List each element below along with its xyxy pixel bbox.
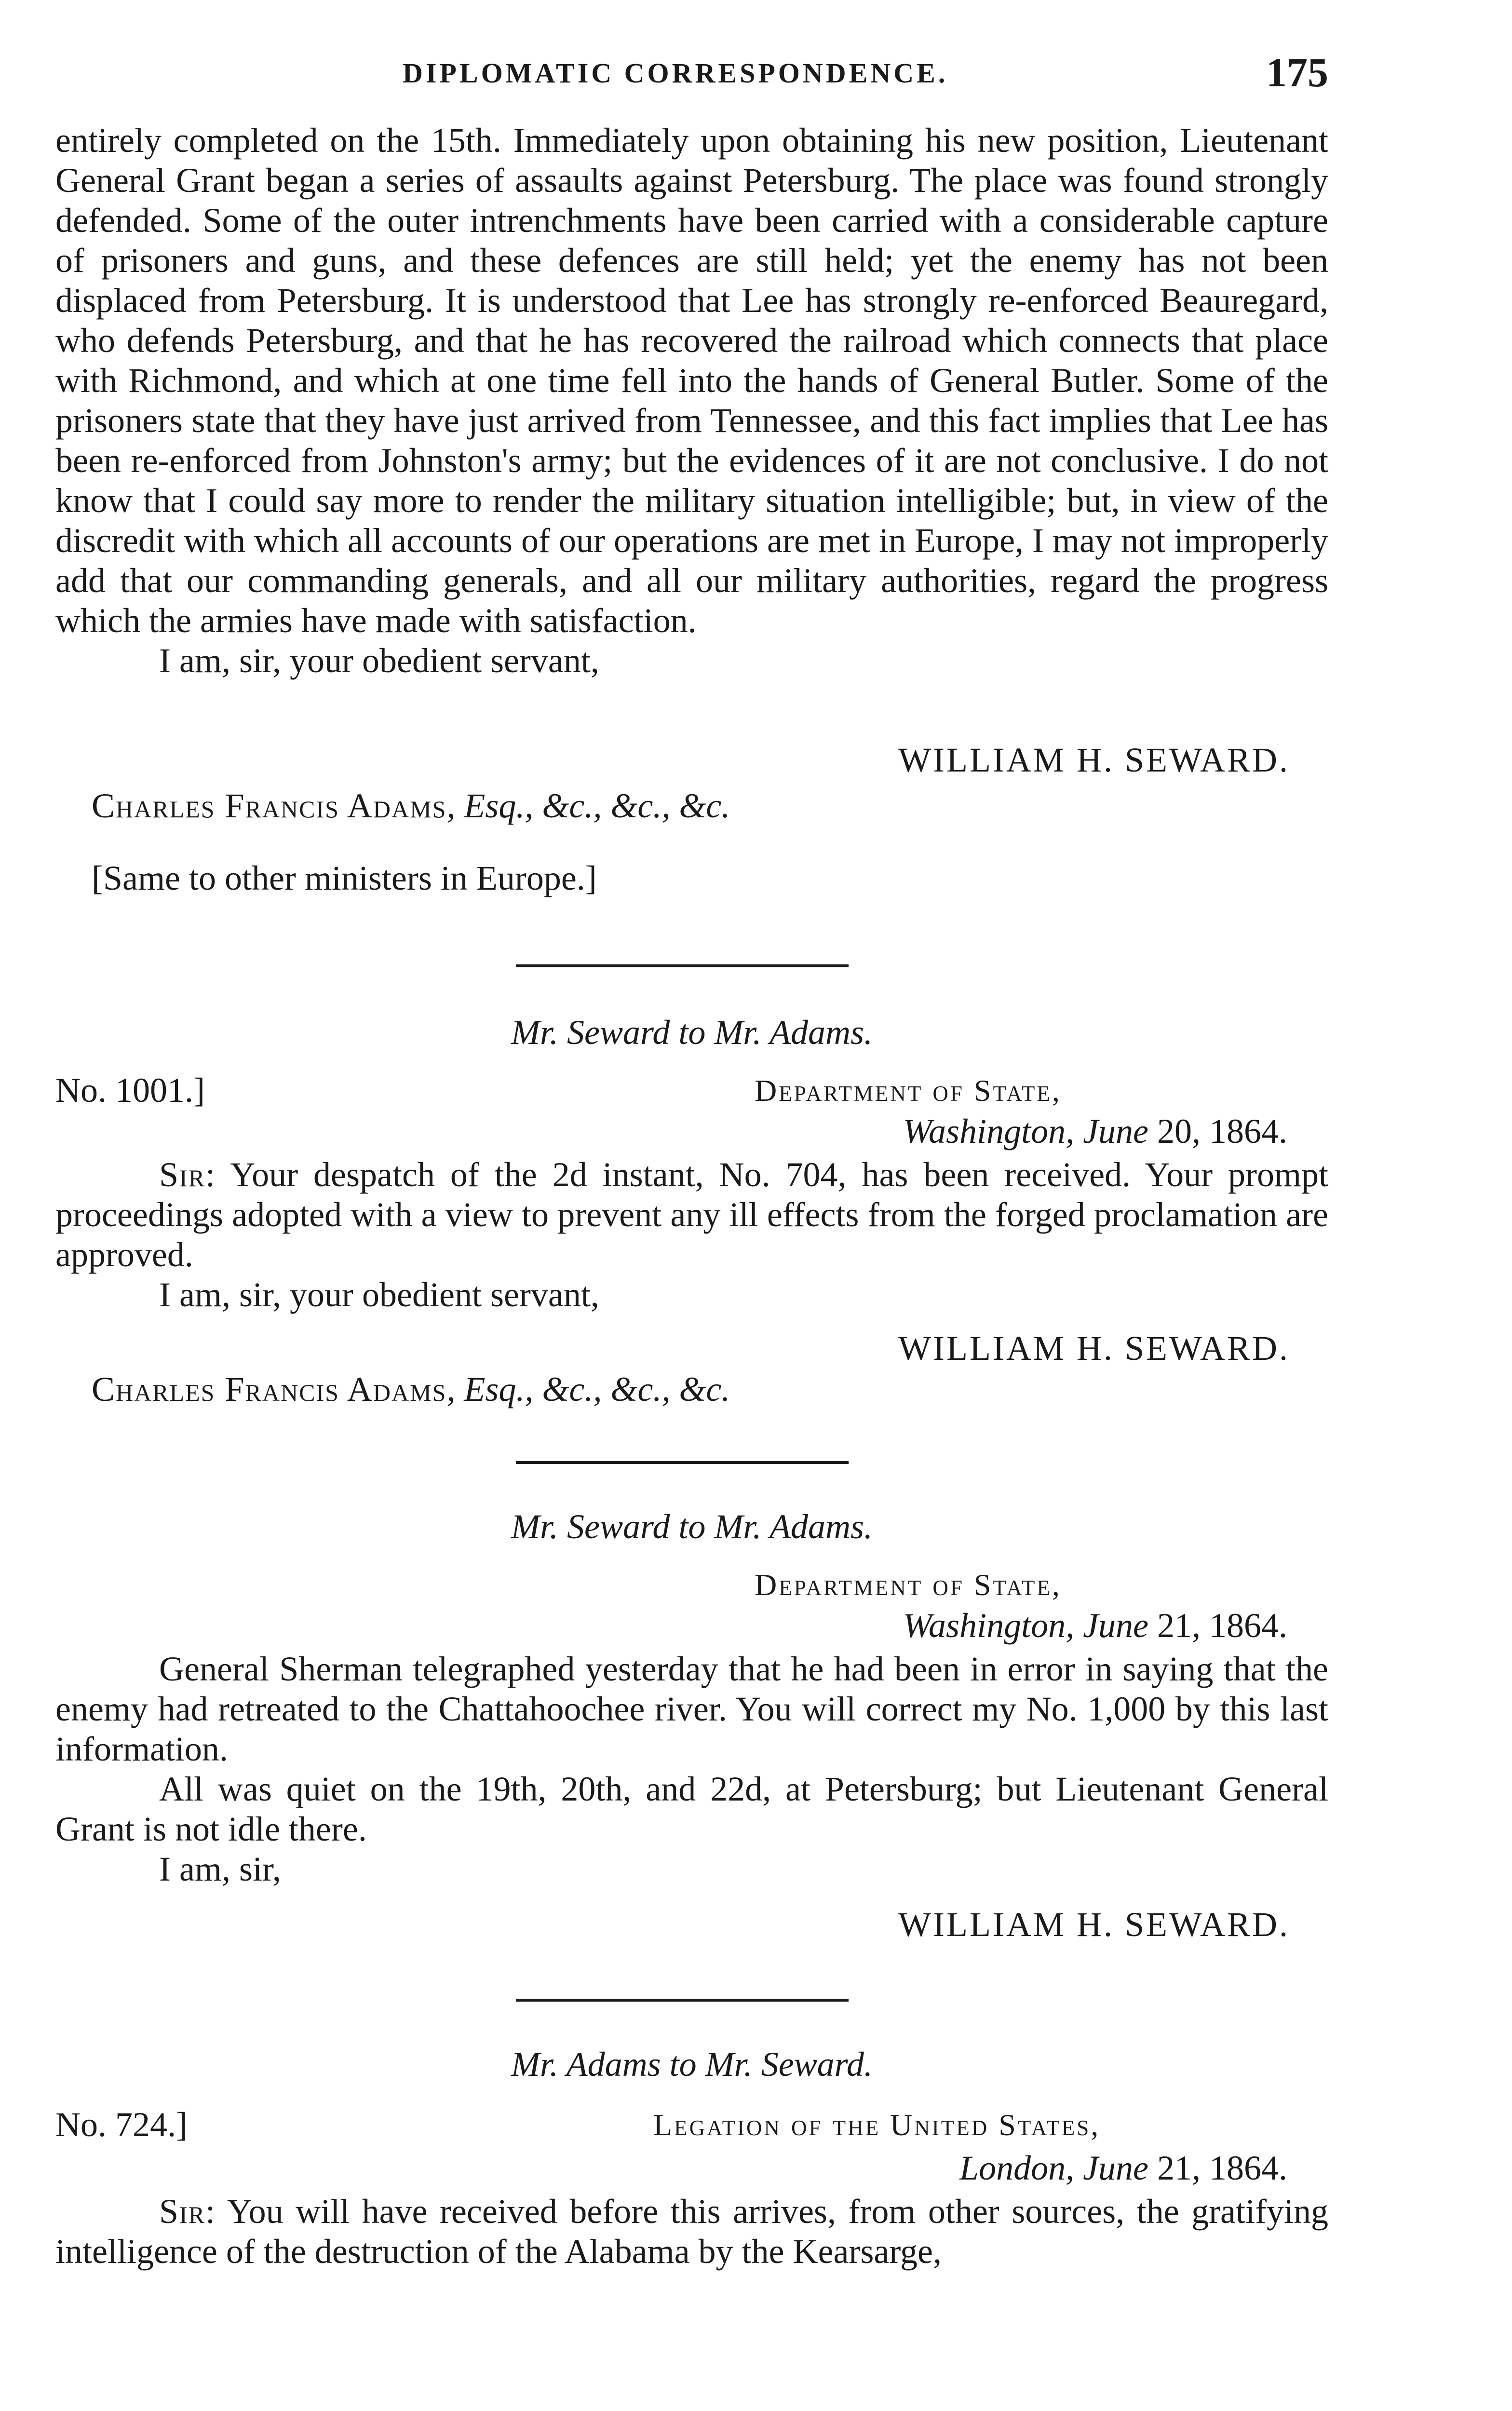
letter-1-closing: I am, sir, your obedient servant, [159,641,599,680]
running-title: DIPLOMATIC CORRESPONDENCE. [403,57,948,89]
addressee-name: Charles Francis Adams [92,1370,447,1409]
letter-4-number: No. 724.] [55,2105,188,2144]
letter-4-place-date [959,2148,1287,2188]
date-month: June [1083,1112,1148,1151]
salutation: Sir: [159,1155,216,1194]
letter-2-department: Department of State, [755,1073,1062,1108]
letter-3-closing: I am, sir, [159,1850,282,1888]
letter-3-signature: WILLIAM H. SEWARD. [898,1905,1290,1944]
letter-2-body [55,1155,1328,1275]
letter-4-text [55,2192,1328,2272]
date-rest: 21, 1864. [1157,1606,1287,1645]
place: Washington, [903,1606,1075,1645]
letter-2-addressee [92,1369,730,1409]
letter-2-body-text: Your despatch of the 2d instant, No. 704, has been received. Your prompt proceedings adopted with a view to prevent any ill effects from the forged proclamation are approved. [55,1155,1329,1274]
letter-4-legation: Legation of the United States, [653,2108,1101,2142]
letter-4-body [55,2192,1328,2272]
date-rest: 21, 1864. [1157,2149,1287,2187]
letter-3-department: Department of State, [755,1568,1062,1602]
section-divider [516,1461,849,1464]
place: London, [959,2149,1075,2187]
date-month: June [1083,2149,1148,2187]
letter-1-addressee [92,786,730,826]
salutation: Sir: [159,2192,216,2231]
letter-3-place-date [903,1606,1287,1646]
letter-3-text [55,1649,1328,1889]
letter-1-continuation [55,121,1328,681]
letter-2-signature: WILLIAM H. SEWARD. [898,1329,1290,1368]
section-divider [516,1999,849,2002]
running-header [55,48,1328,111]
letter-4-heading: Mr. Adams to Mr. Seward. [511,2045,873,2084]
letter-2-text [55,1155,1328,1315]
letter-1-signature: WILLIAM H. SEWARD. [898,741,1290,779]
letter-1-body: entirely completed on the 15th. Immediately upon obtaining his new position, Lieutenant General Grant began a series of assaults against Petersburg. The place was found strongly defended. Some of the outer intrenchments have been carried with a considerable capture of prisoners and guns, and these defences are still held; yet the enemy has not been displaced from Petersburg. It is understood that Lee has strongly re-enforced Beauregard, who defends Petersburg, and that he has recovered the railroad which connects that place with Richmond, and which at one time fell into the hands of General Butler. Some of the prisoners state that they have just arrived from Tennessee, and this fact implies that Lee has been re-enforced from Johnston's army; but the evidences of it are not conclusive. I do not know that I could say more to render the military situation intelligible; but, in view of the discredit with which all accounts of our operations are met in Europe, I may not improperly add that our commanding generals, and all our military authorities, regard the progress which the armies have made with satisfaction. [55,121,1328,640]
letter-2-closing: I am, sir, your obedient servant, [159,1275,599,1314]
page-number: 175 [1266,49,1328,95]
letter-4-body-text: You will have received before this arrives, from other sources, the gratifying intelligence of the destruction of the Alabama by the Kearsarge, [55,2192,1328,2271]
letter-2-number: No. 1001.] [55,1071,205,1110]
addressee-name: Charles Francis Adams [92,786,447,825]
place: Washington, [903,1112,1075,1151]
letter-3-heading: Mr. Seward to Mr. Adams. [511,1507,873,1546]
addressee-suffix: , Esq., &c., &c., &c. [446,1370,730,1409]
date-rest: 20, 1864. [1157,1112,1287,1151]
letter-2-heading: Mr. Seward to Mr. Adams. [511,1013,873,1052]
document-page [55,48,1328,2411]
section-divider [516,964,849,967]
letter-3-body-1: General Sherman telegraphed yesterday that he had been in error in saying that the enemy had retreated to the Chattahoochee river. You will correct my No. 1,000 by this last information. [55,1650,1328,1768]
date-month: June [1083,1606,1148,1645]
letter-1-note: [Same to other ministers in Europe.] [92,859,597,897]
letter-3-body-2: All was quiet on the 19th, 20th, and 22d, at Petersburg; but Lieutenant General Grant is not idle there. [55,1770,1328,1848]
letter-2-place-date [903,1111,1287,1151]
addressee-suffix: , Esq., &c., &c., &c. [446,786,730,825]
